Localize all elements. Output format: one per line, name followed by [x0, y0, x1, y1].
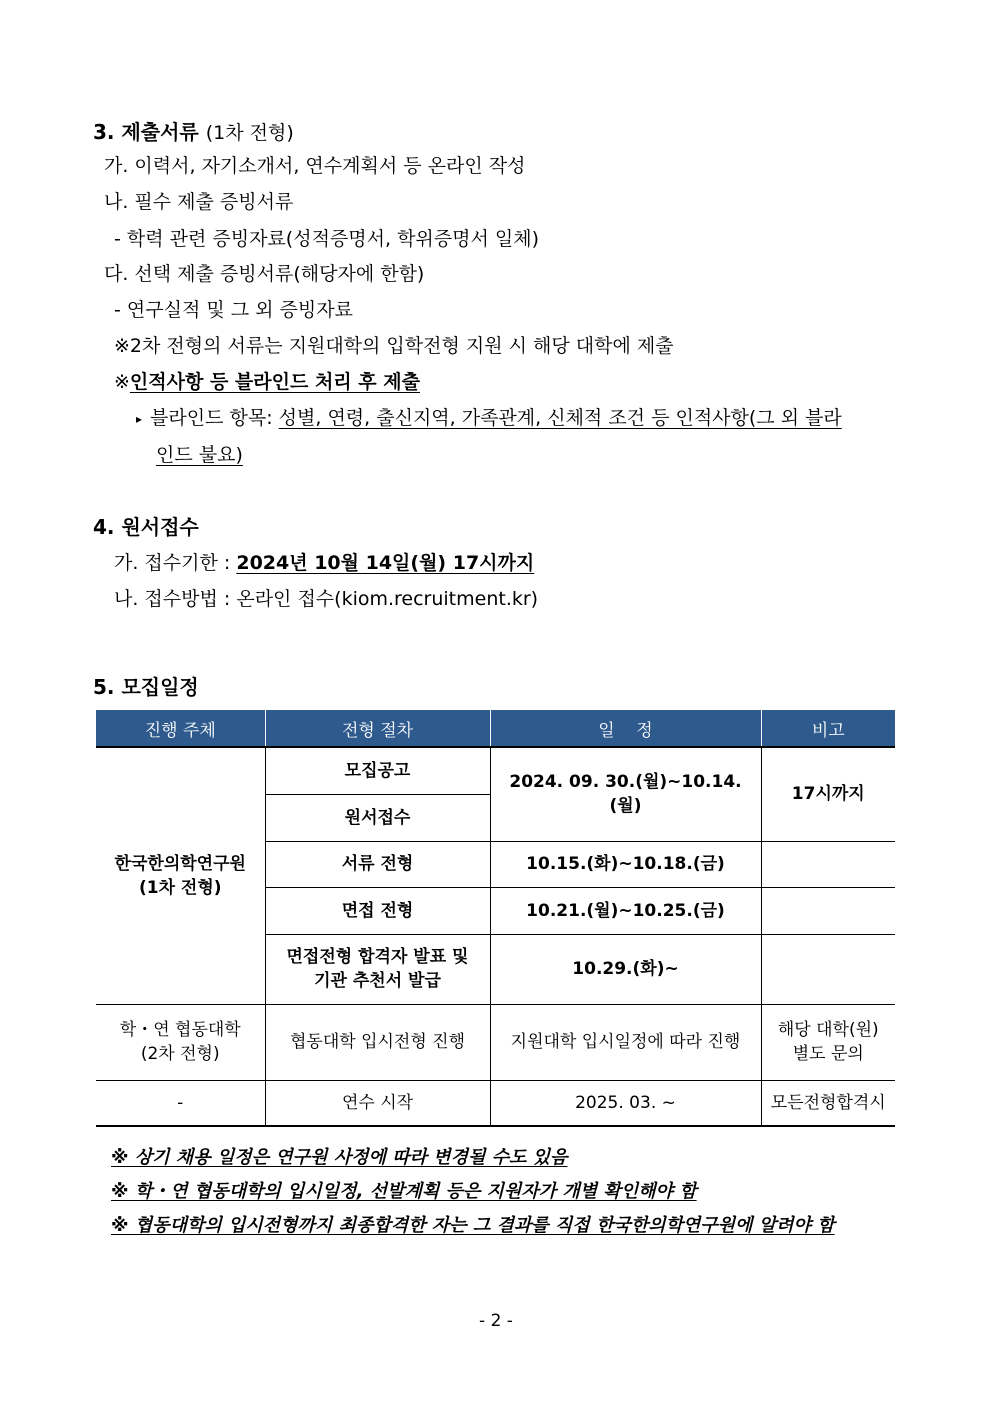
note-cell: [761, 887, 895, 934]
schedule-note: ※ 학・연 협동대학의 입시일정, 선발계획 등은 지원자가 개별 확인해야 함: [111, 1181, 697, 1202]
page-number: - 2 -: [479, 1311, 513, 1331]
note-2-text: 인적사항 등 블라인드 처리 후 제출: [129, 371, 420, 393]
org-cell: -: [96, 1080, 265, 1126]
blind-items-line-2: 인드 불요): [156, 444, 243, 466]
step-cell: 원서접수: [265, 794, 490, 841]
table-row: [96, 1004, 895, 1080]
note-cell: 해당 대학(원) 별도 문의: [761, 1004, 895, 1080]
step-cell: 면접전형 합격자 발표 및 기관 추천서 발급: [265, 934, 490, 1004]
deadline-label: 가. 접수기한 :: [114, 552, 231, 574]
section-3-subtitle: (1차 전형): [205, 122, 294, 144]
header-note: 비고: [761, 710, 895, 747]
section-4-title: 4. 원서접수: [93, 515, 199, 539]
date-cell: 10.21.(월)~10.25.(금): [490, 887, 761, 934]
schedule-note: ※ 협동대학의 입시전형까지 최종합격한 자는 그 결과를 직접 한국한의학연구원에 알려야 함: [111, 1215, 835, 1236]
deadline-value: 2024년 10월 14일(월) 17시까지: [236, 552, 535, 574]
step-cell: 서류 전형: [265, 841, 490, 887]
deadline-line: [114, 548, 534, 575]
date-cell: 지원대학 입시일정에 따라 진행: [490, 1004, 761, 1080]
section-3-heading: 3. 제출서류: [93, 120, 199, 144]
org-cell-kiom: 한국한의학연구원 (1차 전형): [96, 747, 265, 1004]
note-cell: 17시까지: [761, 747, 895, 841]
note-mark: ※: [114, 371, 130, 393]
method-line: [114, 584, 538, 611]
docs-item-ga: 가. 이력서, 자기소개서, 연수계획서 등 온라인 작성: [104, 155, 526, 177]
section-5-title: 5. 모집일정: [93, 675, 199, 699]
header-org: 진행 주체: [96, 710, 265, 747]
docs-item-da-1: - 연구실적 및 그 외 증빙자료: [114, 299, 353, 321]
step-cell: 협동대학 입시전형 진행: [265, 1004, 490, 1080]
schedule-table: [96, 710, 895, 1127]
table-row: [96, 1080, 895, 1126]
blind-items-line-1: [136, 403, 842, 430]
org-cell-university: 학・연 협동대학 (2차 전형): [96, 1004, 265, 1080]
docs-item-na: 나. 필수 제출 증빙서류: [104, 191, 294, 213]
method-value: 온라인 접수(kiom.recruitment.kr): [236, 588, 539, 610]
table-header-row: [96, 710, 895, 747]
date-cell: 2025. 03. ~: [490, 1080, 761, 1126]
step-cell: 연수 시작: [265, 1080, 490, 1126]
date-cell: 2024. 09. 30.(월)~10.14.(월): [490, 747, 761, 841]
note-cell: 모든전형합격시: [761, 1080, 895, 1126]
table-row: [96, 747, 895, 794]
step-cell: 면접 전형: [265, 887, 490, 934]
triangle-marker-icon: ▸: [136, 411, 143, 426]
section-3-title: [93, 116, 294, 145]
method-label: 나. 접수방법 :: [114, 588, 231, 610]
docs-item-na-1: - 학력 관련 증빙자료(성적증명서, 학위증명서 일체): [114, 228, 539, 250]
date-cell: 10.15.(화)~10.18.(금): [490, 841, 761, 887]
docs-note-2: [114, 367, 420, 394]
docs-note-1: ※2차 전형의 서류는 지원대학의 입학전형 지원 시 해당 대학에 제출: [114, 335, 674, 357]
blind-label: 블라인드 항목:: [150, 407, 273, 429]
schedule-note: ※ 상기 채용 일정은 연구원 사정에 따라 변경될 수도 있음: [111, 1147, 568, 1168]
blind-items-text-1: 성별, 연령, 출신지역, 가족관계, 신체적 조건 등 인적사항(그 외 블라: [278, 407, 842, 429]
note-cell: [761, 841, 895, 887]
step-cell: 모집공고: [265, 747, 490, 794]
date-cell: 10.29.(화)~: [490, 934, 761, 1004]
header-step: 전형 절차: [265, 710, 490, 747]
note-cell: [761, 934, 895, 1004]
header-date: 일 정: [490, 710, 761, 747]
docs-item-da: 다. 선택 제출 증빙서류(해당자에 한함): [104, 263, 425, 285]
